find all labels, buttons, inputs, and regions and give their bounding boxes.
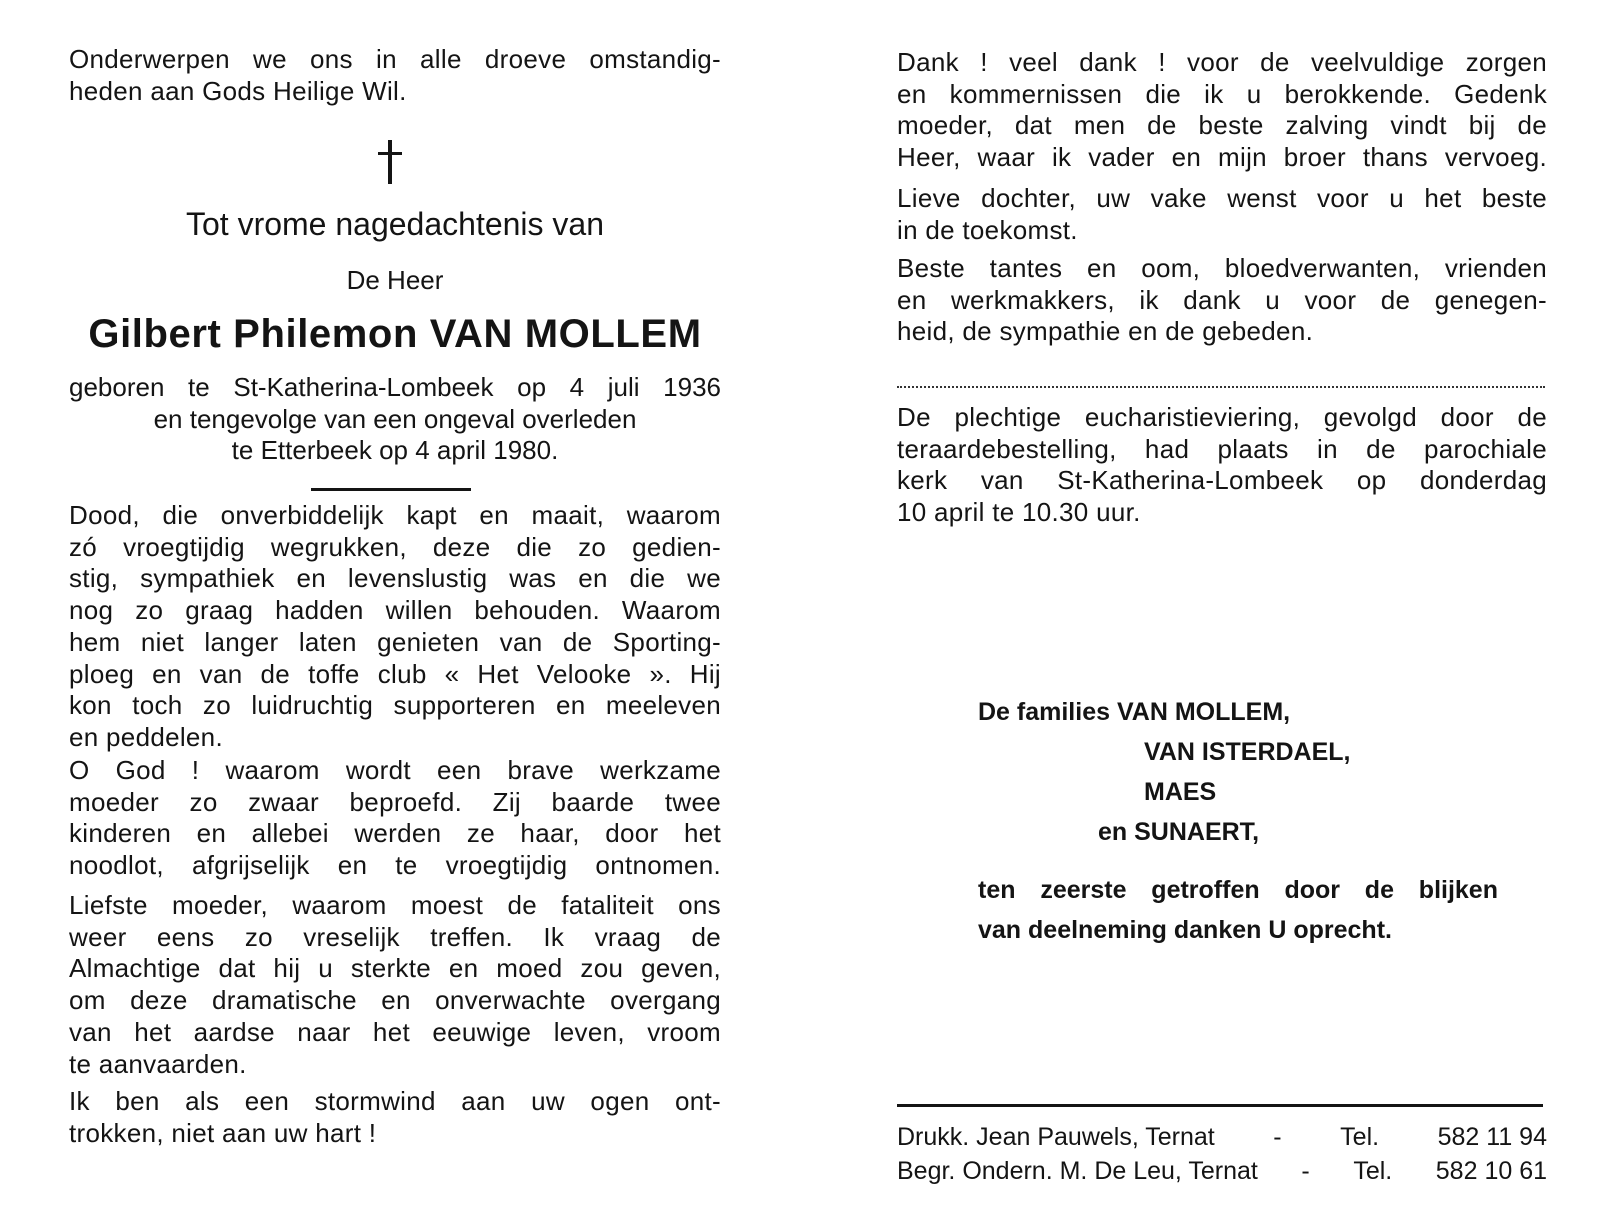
text-line: in de toekomst.	[897, 214, 1078, 245]
credit-separator: -	[1301, 1157, 1310, 1185]
birth-death-info	[69, 372, 721, 467]
text-line: Liefste moeder, waarom moest de fataliteit ons	[69, 890, 721, 920]
honorific: De Heer	[346, 265, 444, 295]
printer-credits	[897, 1120, 1547, 1188]
text-line: te aanvaarden.	[69, 1048, 247, 1079]
text-line: heid, de sympathie en de gebeden.	[897, 316, 1314, 347]
text-line: van het aardse naar het eeuwige leven, vroom	[69, 1016, 721, 1047]
paragraph-mother	[69, 890, 721, 1080]
text-line: Lieve dochter, uw vake wenst voor u het beste	[897, 183, 1547, 213]
text-line: nog zo graag hadden willen behouden. Waarom	[69, 595, 721, 626]
text-line: moeder, dat men de beste zalving vindt bij de	[897, 110, 1547, 141]
text-line: kerk van St-Katherina-Lombeek op donderdag	[897, 465, 1547, 496]
text-line: hem niet langer laten genieten van de Sporting-	[69, 626, 721, 657]
thanks-note	[978, 870, 1498, 950]
text-line: om deze dramatische en onverwachte overgang	[69, 985, 721, 1016]
text-line: Onderwerpen we ons in alle droeve omstandig-	[69, 44, 721, 74]
credit-row	[897, 1120, 1547, 1154]
deceased-name: Gilbert Philemon VAN MOLLEM	[88, 312, 702, 356]
family-line: VAN ISTERDAEL,	[1144, 738, 1351, 766]
credit-tel-label: Tel.	[1353, 1157, 1393, 1185]
text-line: Almachtige dat hij u sterkte en moed zou geven,	[69, 953, 721, 984]
paragraph-death	[69, 500, 721, 754]
text-line: en werkmakkers, ik dank u voor de genegen-	[897, 284, 1547, 315]
paragraph-thanks	[897, 47, 1547, 174]
paragraph-funeral	[897, 402, 1547, 529]
dotted-divider	[897, 386, 1545, 388]
paragraph-stormwind	[69, 1086, 721, 1149]
text-line: kon toch zo luidruchtig supporteren en meeleven	[69, 690, 721, 721]
text-line: ploeg en van de toffe club « Het Velooke ». Hij	[69, 658, 721, 689]
credit-row	[897, 1154, 1547, 1188]
credit-separator: -	[1273, 1123, 1282, 1151]
text-line: kinderen en allebei werden ze haar, door het	[69, 818, 721, 849]
paragraph-family	[897, 253, 1547, 348]
text-line: 10 april te 10.30 uur.	[897, 497, 1141, 528]
intro-paragraph	[69, 44, 721, 107]
text-line: trokken, niet aan uw hart !	[69, 1117, 377, 1148]
divider	[311, 488, 471, 491]
text-line: moeder zo zwaar beproefd. Zij baarde twee	[69, 786, 721, 817]
credit-tel-number: 582 10 61	[1435, 1157, 1547, 1185]
text-line: heden aan Gods Heilige Wil.	[69, 75, 407, 106]
family-line: en SUNAERT,	[1098, 818, 1260, 846]
credit-tel-number: 582 11 94	[1437, 1123, 1547, 1151]
text-line: te Etterbeek op 4 april 1980.	[231, 435, 559, 466]
text-line: van deelneming danken U oprecht.	[978, 916, 1392, 944]
text-line: weer eens zo vreselijk treffen. Ik vraag de	[69, 921, 721, 952]
families-list	[978, 692, 1351, 852]
text-line: Heer, waar ik vader en mijn broer thans vervoeg.	[897, 142, 1547, 173]
text-line: en tengevolge van een ongeval overleden	[153, 403, 637, 434]
text-line: en kommernissen die ik u berokkende. Gedenk	[897, 78, 1547, 109]
text-line: en peddelen.	[69, 721, 223, 752]
text-line: Ik ben als een stormwind aan uw ogen ont-	[69, 1086, 721, 1116]
dedication-heading: Tot vrome nagedachtenis van	[185, 206, 605, 242]
family-line: De families VAN MOLLEM,	[978, 698, 1291, 726]
family-line: MAES	[1144, 778, 1217, 806]
credit-name: Drukk. Jean Pauwels, Ternat	[897, 1123, 1215, 1151]
text-line: zó vroegtijdig wegrukken, deze die zo gedien-	[69, 531, 721, 562]
paragraph-god	[69, 755, 721, 882]
credit-tel-label: Tel.	[1340, 1123, 1380, 1151]
text-line: geboren te St-Katherina-Lombeek op 4 juli 1936	[69, 372, 721, 402]
text-line: ten zeerste getroffen door de blijken	[978, 876, 1498, 904]
text-line: Beste tantes en oom, bloedverwanten, vrienden	[897, 253, 1547, 283]
text-line: teraardebestelling, had plaats in de parochiale	[897, 433, 1547, 464]
cross-icon	[375, 140, 405, 184]
text-line: Dank ! veel dank ! voor de veelvuldige zorgen	[897, 47, 1547, 77]
text-line: O God ! waarom wordt een brave werkzame	[69, 755, 721, 785]
paragraph-daughter	[897, 183, 1547, 246]
text-line: De plechtige eucharistieviering, gevolgd door de	[897, 402, 1547, 432]
divider	[897, 1104, 1543, 1107]
text-line: stig, sympathiek en levenslustig was en die we	[69, 563, 721, 594]
credit-name: Begr. Ondern. M. De Leu, Ternat	[897, 1157, 1258, 1185]
text-line: Dood, die onverbiddelijk kapt en maait, waarom	[69, 500, 721, 530]
text-line: noodlot, afgrijselijk en te vroegtijdig ontnomen.	[69, 850, 721, 881]
